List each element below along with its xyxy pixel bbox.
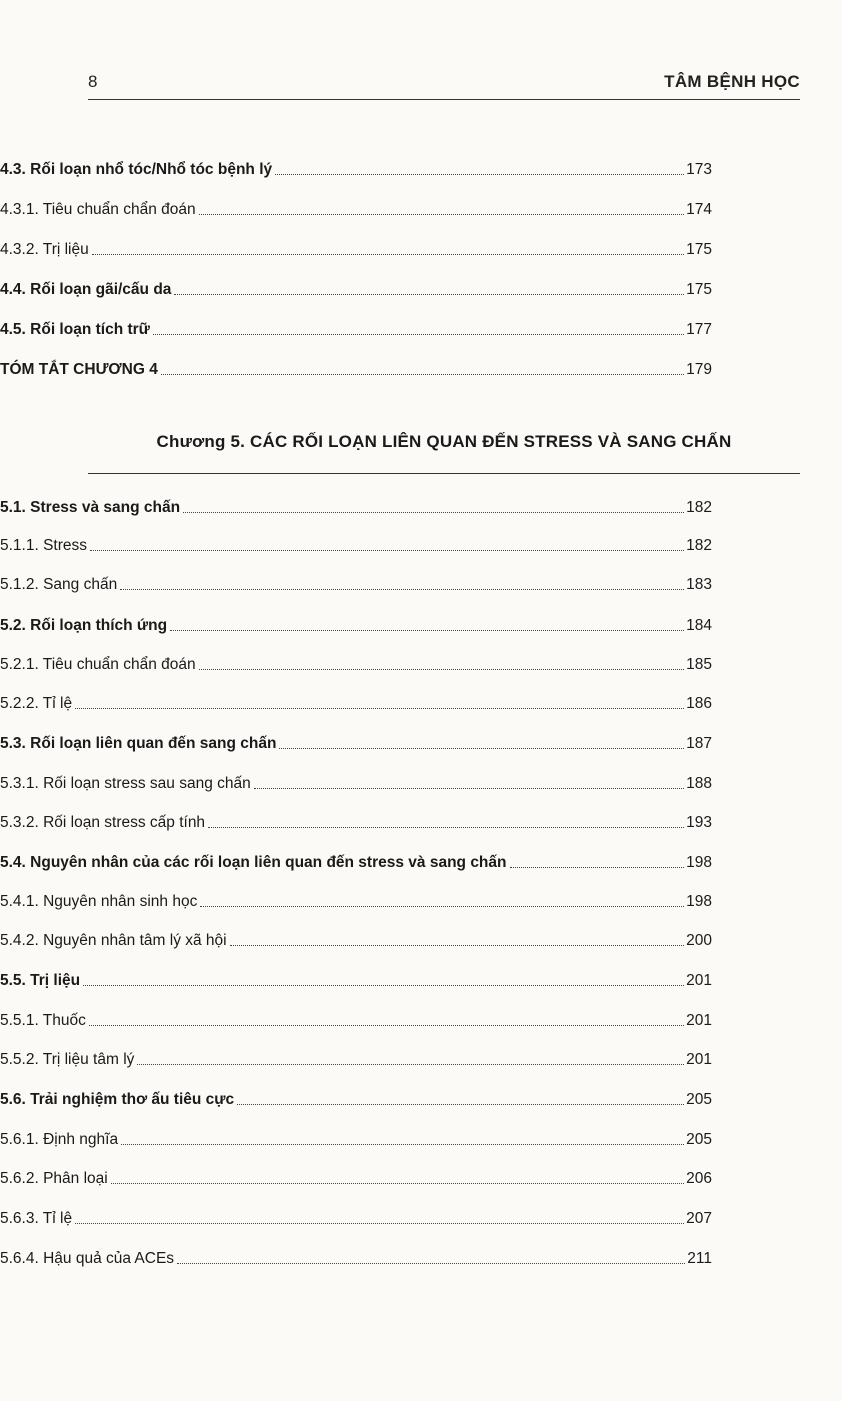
toc-entry-5-6-1[interactable] <box>0 1125 712 1149</box>
toc-entry-label: 5.1.2. Sang chấn <box>0 576 118 593</box>
toc-entry-page: 182 <box>686 537 712 554</box>
toc-entry-5-6-3[interactable] <box>0 1204 712 1228</box>
dot-leader <box>153 334 684 335</box>
running-title: TÂM BỆNH HỌC <box>664 72 800 91</box>
dot-leader <box>83 985 684 986</box>
dot-leader <box>275 174 684 175</box>
dot-leader <box>90 550 684 551</box>
dot-leader <box>237 1104 684 1105</box>
toc-entry-page: 200 <box>686 932 712 949</box>
toc-entry-page: 186 <box>686 695 712 712</box>
toc-entry-5-3-1[interactable] <box>0 769 712 793</box>
toc-entry-label: 5.6.3. Tỉ lệ <box>0 1210 73 1227</box>
toc-entry-5-6-4[interactable] <box>0 1244 712 1268</box>
toc-entry-label: 5.6.4. Hậu quả của ACEs <box>0 1250 175 1267</box>
toc-entry-5-5-1[interactable] <box>0 1006 712 1030</box>
chapter-heading: Chương 5. CÁC RỐI LOẠN LIÊN QUAN ĐẾN STRESS VÀ SANG CHẤN <box>156 432 732 451</box>
toc-entry-5-6[interactable] <box>0 1085 712 1109</box>
dot-leader <box>121 1144 684 1145</box>
toc-entry-page: 193 <box>686 814 712 831</box>
toc-entry-label: 5.5.2. Trị liệu tâm lý <box>0 1051 135 1068</box>
toc-entry-5-2[interactable] <box>0 611 712 635</box>
toc-entry-label: 5.4. Nguyên nhân của các rối loạn liên quan đến stress và sang chấn <box>0 854 507 871</box>
toc-entry-page: 198 <box>686 854 712 871</box>
dot-leader <box>92 254 684 255</box>
toc-entry-label: 5.4.1. Nguyên nhân sinh học <box>0 893 198 910</box>
toc-entry-label: 5.2.2. Tỉ lệ <box>0 695 73 712</box>
dot-leader <box>279 748 684 749</box>
toc-entry-5-1-2[interactable] <box>0 570 712 594</box>
toc-entry-page: 175 <box>686 281 712 298</box>
toc-entry-label: 5.6.2. Phân loại <box>0 1170 108 1187</box>
toc-entry-label: 5.5.1. Thuốc <box>0 1012 86 1029</box>
toc-entry-4-3-1[interactable] <box>0 195 712 219</box>
dot-leader <box>89 1025 684 1026</box>
toc-entry-label: 4.3.1. Tiêu chuẩn chẩn đoán <box>0 201 196 218</box>
toc-entry-label: 5.3. Rối loạn liên quan đến sang chấn <box>0 735 277 752</box>
dot-leader <box>183 512 684 513</box>
dot-leader <box>174 294 684 295</box>
dot-leader <box>137 1064 684 1065</box>
toc-entry-4-3[interactable] <box>0 155 712 179</box>
toc-entry-page: 175 <box>686 241 712 258</box>
toc-entry-5-3-2[interactable] <box>0 808 712 832</box>
page-header <box>88 72 800 98</box>
toc-entry-label: 5.1.1. Stress <box>0 537 88 554</box>
toc-entry-summary-4[interactable] <box>0 355 712 379</box>
toc-entry-4-3-2[interactable] <box>0 235 712 259</box>
toc-entry-page: 206 <box>686 1170 712 1187</box>
toc-entry-label: 5.2. Rối loạn thích ứng <box>0 617 168 634</box>
toc-entry-page: 179 <box>686 361 712 378</box>
toc-entry-label: 5.6. Trải nghiệm thơ ấu tiêu cực <box>0 1091 235 1108</box>
toc-entry-5-6-2[interactable] <box>0 1164 712 1188</box>
toc-entry-5-4[interactable] <box>0 848 712 872</box>
toc-entry-label: 5.4.2. Nguyên nhân tâm lý xã hội <box>0 932 227 949</box>
toc-entry-label: 4.5. Rối loạn tích trữ <box>0 321 150 338</box>
toc-entry-page: 201 <box>686 1012 712 1029</box>
toc-entry-page: 177 <box>686 321 712 338</box>
dot-leader <box>199 669 684 670</box>
header-rule <box>88 99 800 100</box>
toc-entry-5-3[interactable] <box>0 729 712 753</box>
toc-entry-label: 5.6.1. Định nghĩa <box>0 1131 119 1148</box>
toc-entry-label: 4.3.2. Trị liệu <box>0 241 89 258</box>
dot-leader <box>208 827 684 828</box>
dot-leader <box>111 1183 684 1184</box>
toc-entry-page: 173 <box>686 161 712 178</box>
chapter-rule <box>88 473 800 474</box>
toc-entry-5-1-1[interactable] <box>0 531 712 555</box>
toc-entry-5-2-2[interactable] <box>0 689 712 713</box>
toc-entry-5-5-2[interactable] <box>0 1045 712 1069</box>
toc-entry-5-2-1[interactable] <box>0 650 712 674</box>
toc-entry-4-5[interactable] <box>0 315 712 339</box>
toc-entry-label: 5.3.1. Rối loạn stress sau sang chấn <box>0 775 251 792</box>
dot-leader <box>120 589 684 590</box>
toc-entry-page: 201 <box>686 1051 712 1068</box>
toc-entry-page: 205 <box>686 1091 712 1108</box>
dot-leader <box>510 867 685 868</box>
toc-entry-label: 4.3. Rối loạn nhổ tóc/Nhổ tóc bệnh lý <box>0 161 273 178</box>
toc-entry-5-5[interactable] <box>0 966 712 990</box>
toc-entry-label: 5.1. Stress và sang chấn <box>0 499 181 516</box>
toc-entry-4-4[interactable] <box>0 275 712 299</box>
dot-leader <box>170 630 684 631</box>
dot-leader <box>75 1223 684 1224</box>
toc-entry-label: 5.5. Trị liệu <box>0 972 81 989</box>
dot-leader <box>254 788 684 789</box>
toc-entry-label: 5.3.2. Rối loạn stress cấp tính <box>0 814 206 831</box>
toc-entry-page: 211 <box>687 1250 712 1267</box>
toc-entry-page: 201 <box>686 972 712 989</box>
toc-entry-label: 5.2.1. Tiêu chuẩn chẩn đoán <box>0 656 196 673</box>
dot-leader <box>161 374 684 375</box>
page-number: 8 <box>88 72 98 91</box>
toc-entry-label: 4.4. Rối loạn gãi/cấu da <box>0 281 172 298</box>
toc-entry-page: 182 <box>686 499 712 516</box>
toc-entry-5-4-1[interactable] <box>0 887 712 911</box>
dot-leader <box>75 708 684 709</box>
toc-entry-label: TÓM TẮT CHƯƠNG 4 <box>0 361 158 378</box>
toc-entry-page: 174 <box>686 201 712 218</box>
toc-entry-5-1[interactable] <box>0 493 712 517</box>
dot-leader <box>200 906 684 907</box>
toc-entry-page: 198 <box>686 893 712 910</box>
dot-leader <box>199 214 684 215</box>
toc-entry-5-4-2[interactable] <box>0 926 712 950</box>
dot-leader <box>177 1263 685 1264</box>
toc-entry-page: 205 <box>686 1131 712 1148</box>
toc-entry-page: 188 <box>686 775 712 792</box>
toc-entry-page: 185 <box>686 656 712 673</box>
toc-entry-page: 183 <box>686 576 712 593</box>
dot-leader <box>230 945 685 946</box>
toc-entry-page: 207 <box>686 1210 712 1227</box>
toc-entry-page: 187 <box>686 735 712 752</box>
toc-entry-page: 184 <box>686 617 712 634</box>
